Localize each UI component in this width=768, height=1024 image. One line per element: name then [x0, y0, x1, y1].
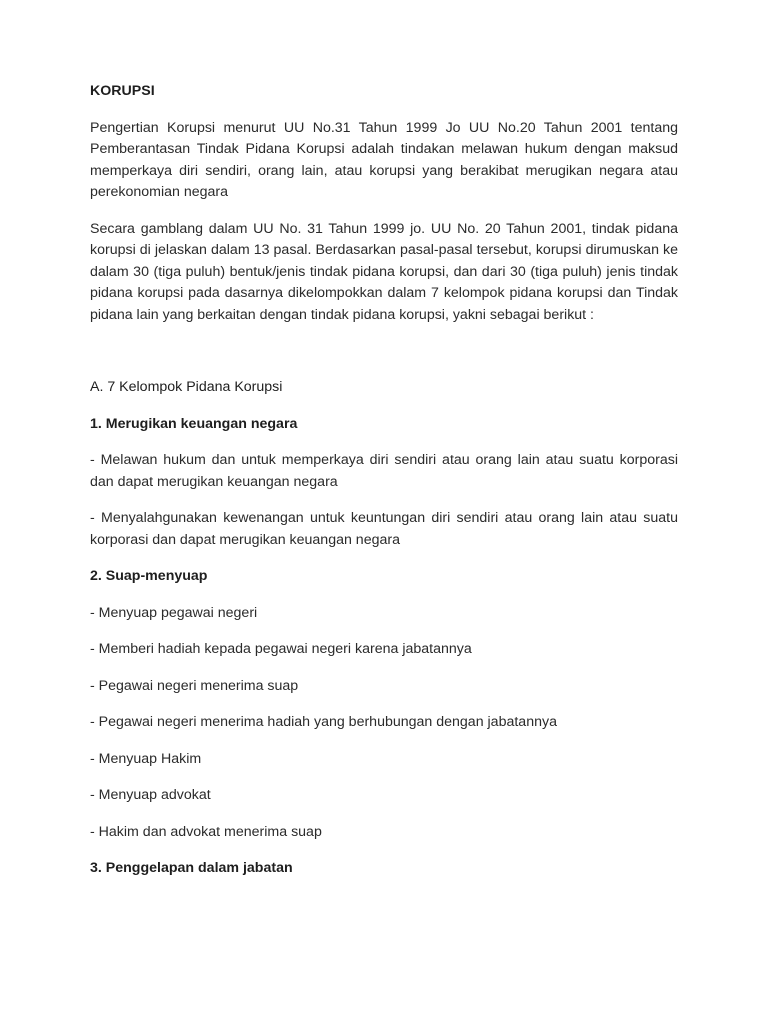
- paragraph-explanation: Secara gamblang dalam UU No. 31 Tahun 1999 jo. UU No. 20 Tahun 2001, tindak pidana korupsi di jelaskan dalam 13 pasal. Berdasarkan pasal-pasal tersebut, korupsi dirumuskan ke dalam 30 (tiga puluh) bentuk/jenis tindak pidana korupsi, dan dari 30 (tiga puluh) jenis tindak pidana korupsi pada dasarnya dikelompokkan dalam 7 kelompok pidana korupsi dan Tindak pidana lain yang berkaitan dengan tindak pidana korupsi, yakni sebagai berikut :: [90, 220, 678, 323]
- paragraph-definition: Pengertian Korupsi menurut UU No.31 Tahun 1999 Jo UU No.20 Tahun 2001 tentang Pemberantasan Tindak Pidana Korupsi adalah tindakan melawan hukum dengan maksud memperkaya diri sendiri, orang lain, atau korupsi yang berakibat merugikan negara atau perekonomian negara: [90, 119, 678, 200]
- section-a-heading: A. 7 Kelompok Pidana Korupsi: [90, 379, 283, 395]
- list-item: - Menyalahgunakan kewenangan untuk keuntungan diri sendiri atau orang lain atau suatu korporasi dan dapat merugikan keuangan negara: [90, 510, 678, 548]
- list-item: - Menyuap advokat: [90, 787, 211, 803]
- list-item: - Pegawai negeri menerima suap: [90, 677, 299, 694]
- list-item: - Hakim dan advokat menerima suap: [90, 823, 322, 840]
- document-title: KORUPSI: [90, 83, 155, 99]
- list-item: - Memberi hadiah kepada pegawai negeri karena jabatannya: [90, 641, 472, 657]
- group-2-heading: 2. Suap-menyuap: [90, 568, 208, 584]
- list-item: - Menyuap pegawai negeri: [90, 604, 258, 621]
- list-item: - Melawan hukum dan untuk memperkaya diri sendiri atau orang lain atau suatu korporasi dan dapat merugikan keuangan negara: [90, 452, 678, 490]
- group-3-heading: 3. Penggelapan dalam jabatan: [90, 860, 293, 876]
- list-item: - Menyuap Hakim: [90, 750, 202, 767]
- document-page: [90, 81, 678, 895]
- group-1-heading: 1. Merugikan keuangan negara: [90, 415, 298, 432]
- list-item: - Pegawai negeri menerima hadiah yang berhubungan dengan jabatannya: [90, 714, 557, 730]
